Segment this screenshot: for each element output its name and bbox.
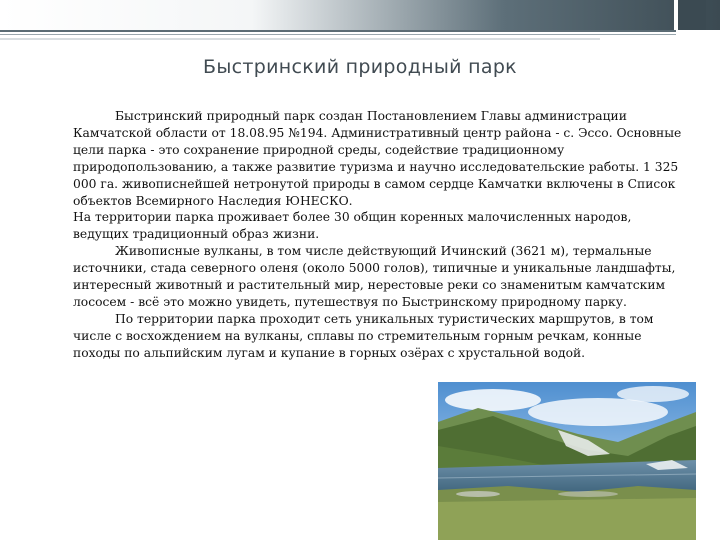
header-rule-thin xyxy=(0,34,676,35)
header-gradient xyxy=(0,0,720,30)
paragraph-3: Живописные вулканы, в том числе действующий Ичинский (3621 м), термальные источники, стада северного оленя (около 5000 голов), типичные и уникальные ландшафты, интересный животный и растительный мир, нерестовые реки со знаменитым камчатским лососем - всё это можно увидеть, путешествуя по Быстринскому природному парку. xyxy=(73,244,676,309)
paragraph-1: Быстринский природный парк создан Постановлением Главы администрации Камчатской области от 18.08.95 №194. Административный центр района - с. Эссо. Основные цели парка - это сохранение природной среды, содействие традиционному природопользованию, а также развитие туризма и научно исследовательские работы. 1 325 000 га. живописнейшей нетронутой природы в самом сердце Камчатки включены в Список объектов Всемирного Наследия ЮНЕСКО. xyxy=(73,109,682,208)
header-rule-light xyxy=(0,38,600,40)
header-rule xyxy=(0,30,676,32)
landscape-photo xyxy=(438,382,696,540)
paragraph-4: По территории парка проходит сеть уникальных туристических маршрутов, в том числе с восхождением на вулканы, сплавы по стремительным горным речкам, конные походы по альпийским лугам и купание в горных озёрах с хрустальной водой. xyxy=(73,311,654,360)
paragraph-2: На территории парка проживает более 30 общин коренных малочисленных народов, ведущих традиционный образ жизни. xyxy=(73,210,632,242)
slide-body xyxy=(73,108,685,362)
slide-title: Быстринский природный парк xyxy=(203,56,517,78)
header-corner-tab xyxy=(674,0,706,30)
